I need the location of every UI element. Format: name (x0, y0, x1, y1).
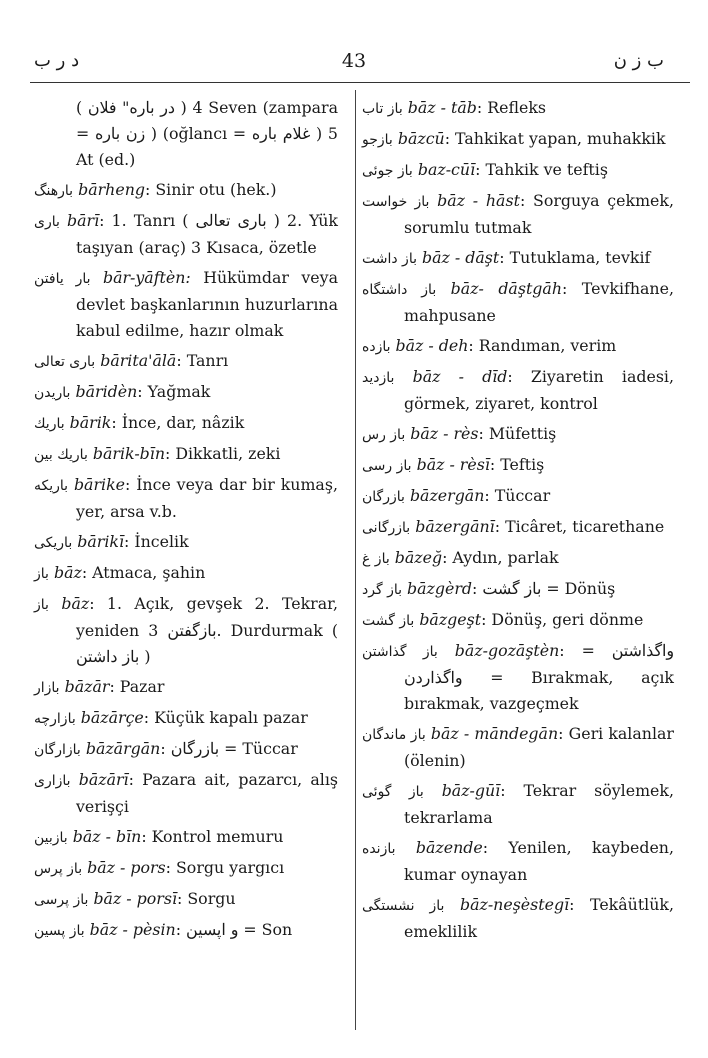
entry-headword-persian: باز داشتگاه (362, 282, 437, 298)
dictionary-entry (34, 379, 338, 406)
entry-headword-persian: باری تعالی (34, 354, 96, 370)
entry-headword-persian: باز تاب (362, 101, 403, 117)
entry-transliteration: bārheng (78, 180, 145, 199)
entry-headword-persian: بازنده (362, 841, 396, 857)
entry-definition: : Tekâütlük, emeklilik (404, 895, 674, 941)
entry-transliteration: bāzgèrd (407, 579, 473, 598)
entry-transliteration: bāz - pèsin (89, 920, 176, 939)
entry-transliteration: bāzergānī (415, 517, 495, 536)
entry-headword-persian: باز پرسی (34, 892, 89, 908)
entry-definition: Hükümdar veya devlet başkanlarının huzurlarına kabul edilme, hazır olmak (76, 268, 338, 340)
entry-definition: : Pazara ait, pazarcı, alış verişçi (76, 770, 338, 816)
dictionary-entry (362, 95, 674, 122)
entry-headword-persian: بازرگانی (362, 520, 411, 536)
entry-headword-persian: باری (34, 214, 60, 230)
dictionary-entry (34, 705, 338, 732)
left-column (34, 95, 338, 948)
dictionary-entry (34, 348, 338, 375)
entry-transliteration: bāzār (64, 677, 110, 696)
dictionary-entry (34, 560, 338, 587)
dictionary-entry (362, 333, 674, 360)
entry-transliteration: bāz - rès (410, 424, 479, 443)
dictionary-entry (362, 364, 674, 417)
entry-transliteration: bāz - dāşt (422, 248, 500, 267)
entry-headword-persian: باز رس (362, 427, 406, 443)
dictionary-entry (34, 529, 338, 556)
entry-transliteration: bāzergān (409, 486, 485, 505)
entry-transliteration: bāz (61, 594, 90, 613)
right-column (362, 95, 674, 949)
entry-definition: : Ticâret, ticarethane (494, 517, 665, 536)
dictionary-entry (34, 177, 338, 204)
dictionary-entry (34, 886, 338, 913)
entry-definition: : Ziyaretin iadesi, görmek, ziyaret, kontrol (404, 367, 674, 413)
dictionary-entry (362, 276, 674, 329)
entry-headword-persian: باریدن (34, 385, 71, 401)
entry-definition: : Dönüş, geri dönme (481, 610, 644, 629)
column-divider (355, 90, 356, 1030)
entry-headword-persian: باز گذاشتن (362, 644, 438, 660)
entry-transliteration: bāz-neşèstegī (459, 895, 570, 914)
entry-definition: : İncelik (124, 532, 189, 551)
entry-transliteration: bāzārçe (80, 708, 144, 727)
entry-transliteration: baz-cūī (417, 160, 476, 179)
dictionary-entry (362, 157, 674, 184)
entry-definition: : 1. Tanrı ( باری تعالی ) 2. Yük taşıyan (araç) 3 Kısaca, özetle (76, 211, 338, 257)
dictionary-entry (34, 917, 338, 944)
dictionary-entry (362, 835, 674, 888)
entry-headword-persian: باز (34, 566, 49, 582)
entry-headword-persian: باز رسی (362, 458, 412, 474)
dictionary-entry (34, 824, 338, 851)
dictionary-entry (362, 126, 674, 153)
entry-headword-persian: باریك (34, 416, 65, 432)
entry-transliteration: bārik-bīn (92, 444, 165, 463)
entry-headword-persian: باز غ (362, 551, 390, 567)
entry-definition: : Randıman, verim (468, 336, 617, 355)
entry-definition: : باز گشت = Dönüş (472, 579, 616, 598)
page-number: 43 (341, 50, 367, 72)
entry-transliteration: bārikī (77, 532, 125, 551)
entry-definition: : Aydın, parlak (442, 548, 559, 567)
entry-transliteration: bāz- dāştgāh (450, 279, 563, 298)
entry-definition: : Sorgu (177, 889, 236, 908)
entry-definition: : Küçük kapalı pazar (143, 708, 308, 727)
dictionary-entry (34, 591, 338, 670)
entry-definition: : Pazar (109, 677, 165, 696)
dictionary-entry (362, 483, 674, 510)
dictionary-entry (34, 265, 338, 344)
entry-definition: : بازرگان = Tüccar (160, 739, 298, 758)
entry-transliteration: bārike (73, 475, 125, 494)
entry-transliteration: bārik (69, 413, 112, 432)
header-left-letters: د ر ب (34, 50, 80, 71)
dictionary-entry (362, 245, 674, 272)
entry-headword-persian: بازجو (362, 132, 393, 148)
entry-headword-persian: باز گوئی (362, 784, 424, 800)
entry-definition: : Teftiş (489, 455, 545, 474)
entry-definition: : و اپسین = Son (175, 920, 293, 939)
entry-definition: : Tüccar (484, 486, 551, 505)
entry-transliteration: bāz - rèsī (416, 455, 490, 474)
entry-transliteration: bāz-gozāştèn (454, 641, 560, 660)
dictionary-entry (362, 721, 674, 774)
entry-headword-persian: باز پرس (34, 861, 83, 877)
entry-headword-persian: بارهنگ (34, 183, 74, 199)
entry-headword-persian: بازارچه (34, 711, 76, 727)
entry-definition: : Tekrar söylemek, tekrarlama (404, 781, 675, 827)
entry-definition: : واگذاشتن = واگذاردن = Bırakmak, açık bırakmak, vazgeçmek (404, 641, 674, 713)
dictionary-entry (362, 892, 674, 945)
entry-headword-persian: بازاری (34, 773, 71, 789)
entry-transliteration: bāz - hāst (437, 191, 520, 210)
entry-transliteration: bāridèn (75, 382, 138, 401)
entry-definition: : Sorguya çekmek, sorumlu tutmak (404, 191, 674, 237)
entry-definition: : Tanrı (176, 351, 229, 370)
entry-definition: : Atmaca, şahin (81, 563, 206, 582)
entry-headword-persian: باز پسین (34, 923, 85, 939)
entry-headword-persian: بازرگان (362, 489, 405, 505)
entry-headword-persian: باز داشت (362, 251, 417, 267)
dictionary-entry (362, 188, 674, 241)
entry-headword-persian: باز (34, 597, 49, 613)
entry-definition: : 1. Açık, gevşek 2. Tekrar, yeniden بازگفتن 3. Durdurmak ( باز داشتن ) (76, 594, 338, 666)
entry-definition: : Tevkifhane, mahpusane (404, 279, 674, 325)
entry-definition: : İnce veya dar bir kumaş, yer, arsa v.b. (76, 475, 338, 521)
entry-continuation: ( در باره" فلان ) 4 Seven (zampara = زن باره ) (oğlancı = غلام باره ) 5 At (ed.) (76, 98, 338, 169)
entry-headword-persian: بازده (362, 339, 391, 355)
entry-definition: : Müfettiş (478, 424, 557, 443)
entry-definition: : Tahkikat yapan, muhakkik (444, 129, 666, 148)
entry-headword-persian: باز ماندگان (362, 727, 426, 743)
header-right-letters: ب ز ن (613, 50, 664, 71)
entry-transliteration: bārī (66, 211, 100, 230)
entry-transliteration: bāz - deh (395, 336, 469, 355)
entry-definition: : Dikkatli, zeki (165, 444, 281, 463)
entry-headword-persian: باز گشت (362, 613, 415, 629)
dictionary-entry (362, 576, 674, 603)
dictionary-entry (34, 208, 338, 261)
dictionary-entry (362, 545, 674, 572)
entry-headword-persian: باز گرد (362, 582, 402, 598)
entry-headword-persian: بازارگان (34, 742, 81, 758)
entry-transliteration: bāz - bīn (72, 827, 142, 846)
entry-transliteration: bāzārī (78, 770, 129, 789)
entry-transliteration: bāz - dīd (412, 367, 508, 386)
entry-transliteration: bārita'ālā (100, 351, 177, 370)
entry-definition: : Yağmak (137, 382, 211, 401)
dictionary-entry (34, 736, 338, 763)
entry-headword-persian: بازبین (34, 830, 68, 846)
entry-definition: : Sinir otu (hek.) (144, 180, 277, 199)
entry-transliteration: bāzende (415, 838, 483, 857)
header-rule (30, 82, 690, 83)
entry-definition: : Tutuklama, tevkif (499, 248, 651, 267)
entry-headword-persian: باریکه (34, 478, 69, 494)
entry-definition: : İnce, dar, nâzik (111, 413, 245, 432)
entry-transliteration: bāzārgān (85, 739, 161, 758)
entry-headword-persian: باریك بین (34, 447, 88, 463)
entry-definition: : Tahkik ve teftiş (475, 160, 608, 179)
entry-transliteration: bāz (53, 563, 82, 582)
dictionary-entry (362, 607, 674, 634)
dictionary-entry (362, 452, 674, 479)
entry-transliteration: bāzcū (397, 129, 445, 148)
entry-headword-persian: باز نشستگی (362, 898, 445, 914)
entry-headword-persian: باز خواست (362, 194, 430, 210)
entry-transliteration: bāz - tāb (407, 98, 477, 117)
entry-headword-persian: باز جوئی (362, 163, 413, 179)
entry-transliteration: bāz - pors (87, 858, 166, 877)
dictionary-entry (34, 855, 338, 882)
entry-headword-persian: باریکی (34, 535, 73, 551)
dictionary-entry (362, 778, 674, 831)
dictionary-entry (34, 95, 338, 173)
entry-headword-persian: بازدید (362, 370, 395, 386)
entry-definition: : Kontrol memuru (141, 827, 284, 846)
dictionary-entry (362, 421, 674, 448)
entry-definition: : Geri kalanlar (ölenin) (404, 724, 674, 770)
dictionary-entry (34, 441, 338, 468)
entry-definition: : Refleks (476, 98, 547, 117)
dictionary-entry (34, 674, 338, 701)
entry-transliteration: bāzeğ (394, 548, 443, 567)
entry-transliteration: bāz - māndegān (430, 724, 559, 743)
entry-definition: : Yenilen, kaybeden, kumar oynayan (404, 838, 674, 884)
page-header (0, 50, 708, 80)
entry-headword-persian: بار يافتن (34, 271, 91, 287)
entry-headword-persian: بازار (34, 680, 60, 696)
entry-transliteration: bāz-gūī (441, 781, 501, 800)
entry-definition: : Sorgu yargıcı (165, 858, 285, 877)
dictionary-entry (362, 514, 674, 541)
dictionary-entry (34, 472, 338, 525)
entry-transliteration: bāz - porsī (93, 889, 178, 908)
dictionary-entry (34, 767, 338, 820)
dictionary-entry (362, 638, 674, 717)
entry-transliteration: bār-yāftèn: (102, 268, 191, 287)
entry-transliteration: bāzgeşt (419, 610, 482, 629)
dictionary-entry (34, 410, 338, 437)
